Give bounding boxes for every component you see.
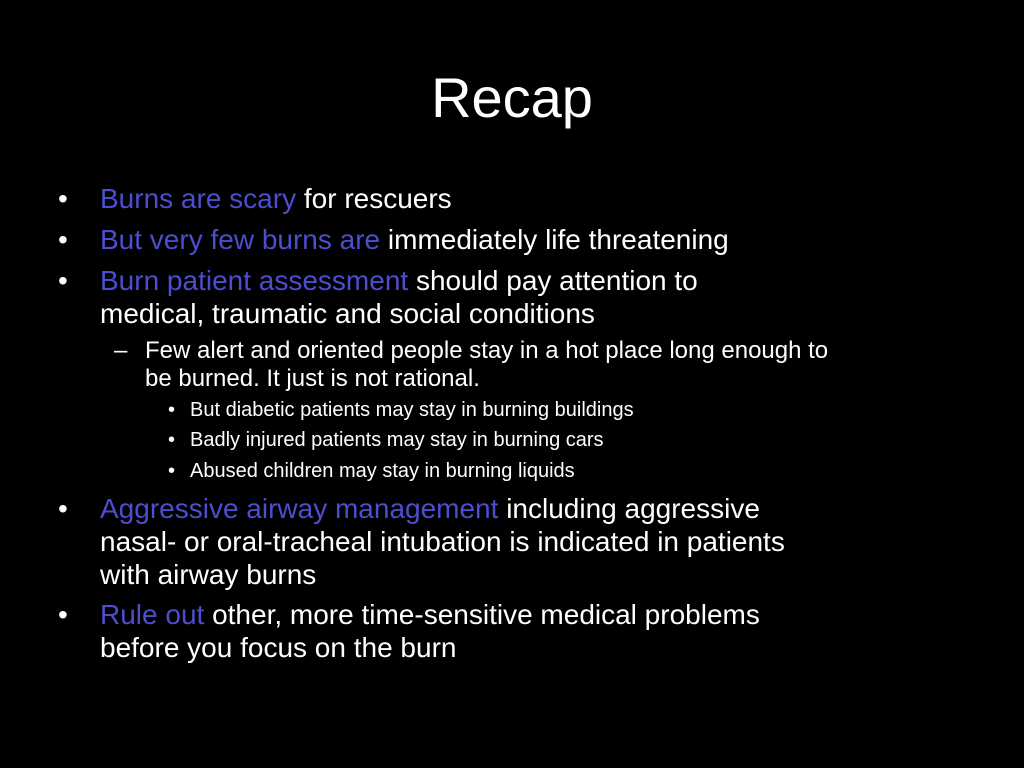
bullet-text-continuation: before you focus on the burn: [100, 632, 457, 663]
bullet-text: immediately life threatening: [380, 224, 729, 255]
bullet-accent-text: Burns are scary: [100, 183, 297, 214]
bullet-accent-text: But very few burns are: [100, 224, 381, 255]
bullet-text: other, more time-sensitive medical problems: [204, 599, 760, 630]
sub-bullet-text-continuation: be burned. It just is not rational.: [145, 365, 480, 392]
bullet-text: should pay attention to: [408, 265, 698, 296]
bullet-marker: •: [58, 224, 68, 255]
bullet-accent-text: Aggressive airway management: [100, 493, 499, 524]
bullet-text: including aggressive: [498, 493, 760, 524]
bullet-marker: •: [58, 493, 68, 524]
sub-sub-bullet-marker: •: [168, 429, 176, 451]
sub-sub-bullet-marker: •: [168, 399, 176, 421]
bullet-airway-management: [100, 492, 760, 525]
bullet-accent-text: Burn patient assessment: [100, 265, 409, 296]
sub-bullet-text: Few alert and oriented people stay in a hot place long enough to: [145, 337, 829, 364]
bullet-text-continuation: with airway burns: [100, 559, 317, 590]
bullet-marker: •: [58, 265, 68, 296]
sub-sub-bullet-marker: •: [168, 460, 176, 482]
slide-title: Recap: [431, 66, 593, 129]
sub-bullet-marker: –: [114, 337, 128, 364]
bullet-text-continuation: nasal- or oral-tracheal intubation is indicated in patients: [100, 526, 785, 557]
bullet-accent-text: Rule out: [100, 599, 205, 630]
bullet-text-continuation: medical, traumatic and social conditions: [100, 298, 595, 329]
sub-sub-bullet-text: Abused children may stay in burning liquids: [190, 460, 575, 482]
bullet-burns-are-scary: [100, 182, 452, 215]
bullet-rule-out: [100, 598, 760, 631]
bullet-burn-assessment: [100, 264, 698, 297]
bullet-text: for rescuers: [296, 183, 452, 214]
sub-sub-bullet-text: Badly injured patients may stay in burning cars: [190, 429, 604, 451]
bullet-very-few-burns: [100, 223, 729, 256]
sub-sub-bullet-text: But diabetic patients may stay in burning buildings: [190, 399, 634, 421]
bullet-marker: •: [58, 183, 68, 214]
bullet-marker: •: [58, 599, 68, 630]
